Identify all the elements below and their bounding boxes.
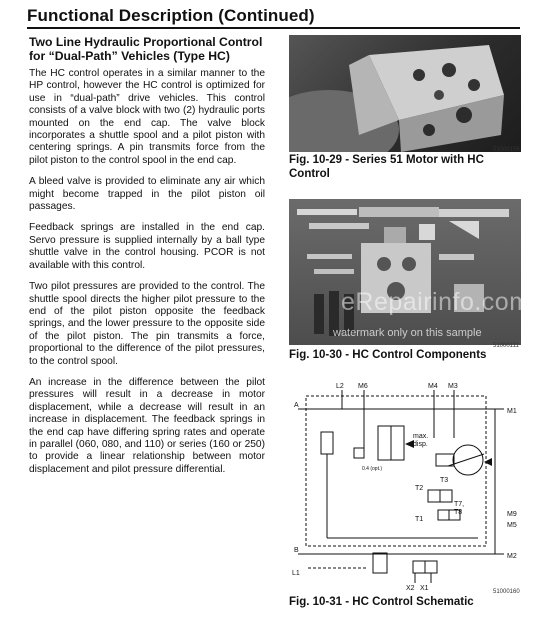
- port-m5: M5: [507, 522, 517, 529]
- fig31-caption: Fig. 10-31 - HC Control Schematic: [289, 596, 474, 608]
- port-m9: M9: [507, 511, 517, 518]
- fig31-id: 51000160: [493, 589, 520, 595]
- fig29-caption-line2: Control: [289, 168, 330, 180]
- port-m3: M3: [448, 383, 458, 390]
- port-m4: M4: [428, 383, 438, 390]
- t8-label: T8: [454, 509, 463, 516]
- description-column: [29, 35, 265, 485]
- port-a: A: [294, 402, 299, 409]
- max-disp-label-2: disp.: [413, 441, 428, 448]
- paragraph-feedback-springs: Feedback springs are installed in the end cap. Servo pressure is supplied internally by a ball type shuttle valve in the control housing. PCOR is not available with this control.: [29, 222, 265, 271]
- paragraph-bleed-valve: A bleed valve is provided to eliminate any air which might become trapped in the pilot piston oil passages.: [29, 176, 265, 213]
- section-title-line1: Two Line Hydraulic Proportional Control: [29, 35, 263, 49]
- page-header: Functional Description (Continued): [27, 6, 315, 25]
- motor-photo: [289, 35, 521, 152]
- port-x2: X2: [406, 585, 415, 590]
- fig29-caption: [289, 153, 529, 181]
- port-l1: L1: [292, 570, 300, 577]
- max-disp-label-1: max.: [413, 433, 429, 440]
- paragraph-displacement: An increase in the difference between the pilot pressures will result in a decrease in motor displacement, while a decrease will result in an increase in displacement. The feedback springs in the end cap have differing spring rates and operate in parallel (060, 080, and 110) or series (160 or 250) to provide a linear relationship between motor displacement and pilot pressure differential.: [29, 376, 265, 475]
- fig30-caption: Fig. 10-30 - HC Control Components: [289, 349, 487, 361]
- port-b: B: [294, 547, 299, 554]
- paragraph-hc-control: The HC control operates in a similar manner to the HP control, however the HC control is optimized for use in “dual-path” drive vehicles. This control consists of a valve block with two (2) hydraulic ports mounted on the end cap. The valve block incorporates a shuttle spool and a pilot piston with centering springs. A pin transmits force from the pilot piston to the control spool in the end cap.: [29, 68, 265, 166]
- t1-label: T1: [415, 516, 424, 523]
- port-m6: M6: [358, 383, 368, 390]
- motor-photo-art: [289, 35, 521, 152]
- t7-label: T7,: [454, 501, 465, 508]
- port-m2: M2: [507, 553, 517, 560]
- section-title-line2: for “Dual-Path” Vehicles (Type HC): [29, 49, 230, 63]
- watermark-brand: eRepairinfo.com: [341, 288, 531, 316]
- t3-label: T3: [440, 477, 449, 484]
- components-photo-art: [289, 199, 521, 345]
- port-x1: X1: [420, 585, 429, 590]
- port-m1: M1: [507, 408, 517, 415]
- fig29-caption-line1: Fig. 10-29 - Series 51 Motor with HC: [289, 154, 484, 166]
- section-title: [29, 35, 265, 63]
- hc-control-schematic: [288, 378, 528, 590]
- fig29-id: 51000158: [493, 147, 520, 153]
- orifice-label: 0.4 (opt.): [362, 466, 383, 472]
- header-rule: [27, 27, 520, 29]
- components-photo: [289, 199, 521, 345]
- port-l2: L2: [336, 383, 344, 390]
- fig30-id: 51000111: [493, 343, 519, 349]
- paragraph-pilot-pressures: Two pilot pressures are provided to the control. The shuttle spool directs the higher pilot pressure to the end of the pilot piston opposite the feedback springs, and the lower pressure to the opposite side of the pilot piston. The pin transmits a force, proportional to the difference of the pilot pressures, to the control spool.: [29, 281, 265, 367]
- watermark-note: watermark only on this sample: [333, 327, 482, 339]
- t2-label: T2: [415, 485, 424, 492]
